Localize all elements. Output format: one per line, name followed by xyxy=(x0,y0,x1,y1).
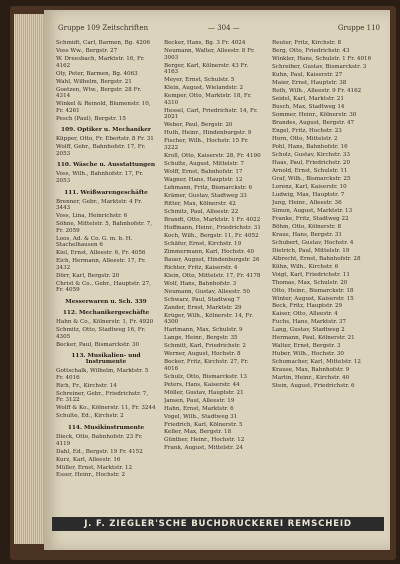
directory-entry: Möller, Gustav, Hauptstr. 21 xyxy=(164,389,244,396)
directory-entry: Voss, Wilh., Bahnhofstr. 17, Fr. 2053 xyxy=(56,171,144,185)
directory-entry: Schmidt, Carl, Barmen, Bg. 4206 xyxy=(56,40,151,46)
directory-entry: Küpper, Otto, Fr. Ebertstr. 8 Fr. 31 xyxy=(56,136,154,143)
directory-entry: Stein, August, Friedrichstr. 6 xyxy=(272,383,355,390)
directory-entry: Albrecht, Ernst, Bahnhofstr. 28 xyxy=(272,255,361,262)
directory-entry: Hahn, Ernst, Marktstr. 6 xyxy=(164,405,234,412)
directory-entry: Horn, Otto, Mittelstr. 2 xyxy=(272,135,338,142)
directory-entry: Werner, August, Hochstr. 8 xyxy=(164,351,241,358)
section-heading: Messerwaren u. Sch. 339 xyxy=(65,299,147,306)
column-3 xyxy=(272,40,380,510)
directory-entry: Brenner, Gebr., Marktstr. 4 Fr. 3443 xyxy=(56,198,143,212)
page-header xyxy=(58,24,380,36)
directory-entry: Busch, Max, Stadtweg 14 xyxy=(272,103,345,110)
directory-entry: Fischer, Wilh., Hochstr. 15 Fr. 3222 xyxy=(164,138,249,151)
directory-entry: Voss, Lina, Heinrichstr. 6 xyxy=(56,213,128,220)
directory-entry: Berger, Karl, Kölnerstr. 43 Fr. 4163 xyxy=(164,62,249,76)
header-left: Gruppe 109 Zeitschriften xyxy=(58,24,149,32)
column-2 xyxy=(164,40,264,510)
directory-entry: Friedrich, Karl, Kölnerstr. 5 xyxy=(164,421,243,428)
directory-entry: Zander, Ernst, Marktstr. 29 xyxy=(164,304,242,311)
directory-entry: Berg, Otto, Friedrichstr. 43 xyxy=(272,47,350,54)
directory-entry: Wolf, Hans, Bahnhofstr. 3 xyxy=(164,280,237,287)
directory-entry: Hermann, Paul, Kölnerstr. 21 xyxy=(272,335,355,342)
directory-entry: Frank, August, Mittelstr. 24 xyxy=(164,445,243,452)
directory-entry: Krämer, Gustav, Stadtweg 33 xyxy=(164,192,247,199)
section-heading: 114. Musikinstrumente xyxy=(67,424,145,431)
directory-entry: Roth, Wilh., Alleestr. 9 Fr. 4162 xyxy=(272,87,362,94)
directory-entry: Neumann, Gustav, Alleestr. 50 xyxy=(164,288,250,295)
directory-entry: Voss Ww., Bergstr. 27 xyxy=(56,47,118,54)
directory-entry: Schreiber, Gustav, Bismarckstr. 3 xyxy=(272,63,367,70)
directory-entry: Martin, Heinr., Kirchstr. 40 xyxy=(272,375,350,382)
directory-entry: Dörr, Karl, Bergstr. 20 xyxy=(56,272,120,279)
directory-entry: Voigt, Karl, Friedrichstr. 11 xyxy=(272,271,350,278)
directory-entry: Otto, Heinr., Bismarckstr. 18 xyxy=(272,287,354,294)
directory-entry: W. Dreesbach, Marktstr. 16, Fr. 4162 xyxy=(56,55,145,69)
directory-entry: Meyer, Ernst, Schulstr. 5 xyxy=(164,77,235,84)
directory-entry: Ludwig, Max, Hauptstr. 7 xyxy=(272,191,345,198)
directory-entry: Seidel, Karl, Marktstr. 21 xyxy=(272,95,344,102)
directory-entry: Dahl, Ed., Bergstr. 19 Fr. 4152 xyxy=(56,448,143,455)
directory-entry: Kühn, Wilh., Kirchstr. 6 xyxy=(272,263,339,270)
printer-imprint: J. F. ZIEGLER'SCHE BUCHDRUCKEREI REMSCHEID xyxy=(52,517,384,531)
directory-entry: Schäfer, Ernst, Kirchstr. 19 xyxy=(164,240,242,247)
header-right: Gruppe 110 xyxy=(337,24,380,32)
directory-entry: Becker, Hans, Bg. 3 Fr. 4024 xyxy=(164,40,246,46)
directory-entry: Vogel, Wilh., Stadtweg 31 xyxy=(164,413,238,420)
directory-entry: Schmitz, Otto, Stadtweg 16, Fr. 4305 xyxy=(56,327,146,340)
directory-entry: Hoffmann, Heinr., Friedrichstr. 31 xyxy=(164,224,261,231)
directory-entry: Peters, Hans, Kaiserstr. 44 xyxy=(164,381,240,388)
directory-entry: Krüger, Wilh., Kölnerstr. 14, Fr. 4300 xyxy=(164,312,254,326)
directory-entry: Maier, Ernst, Hauptstr. 38 xyxy=(272,79,347,86)
directory-entry: Söhne, Mittelstr. 5, Bahnhofstr. 7, Fr. 2059 xyxy=(56,221,152,234)
directory-entry: Oly, Peter, Barmen, Bg. 4063 xyxy=(56,70,138,77)
directory-entry: Walter, Ernst, Bergstr. 3 xyxy=(272,343,341,350)
directory-entry: Franke, Fritz, Stadtweg 22 xyxy=(272,215,349,222)
directory-entry: Kuhn, Paul, Kaiserstr. 27 xyxy=(272,71,343,78)
directory-entry: Esser, Heinr., Hochstr. 2 xyxy=(56,472,125,479)
directory-entry: Jung, Heinr., Alleestr. 36 xyxy=(272,199,342,206)
directory-entry: Engel, Fritz, Hochstr. 23 xyxy=(272,127,342,134)
directory-entry: Thomas, Max, Schulstr. 20 xyxy=(272,279,348,286)
directory-entry: Graf, Wilh., Bismarckstr. 25 xyxy=(272,175,351,182)
section-heading: 111. Weißwarengeschäfte xyxy=(64,189,148,196)
directory-entry: Wolff, Gebr., Bahnhofstr. 17, Fr. 2053 xyxy=(56,144,146,157)
directory-entry: Hahn & Co., Kölnerstr. 1, Fr. 4920 xyxy=(56,319,154,326)
directory-entry: Winkel & Reinold, Blumenstr. 10, Fr. 4261 xyxy=(56,101,151,114)
directory-entry: Winkler, Hans, Schulstr. 1 Fr. 4016 xyxy=(272,55,372,62)
directory-entry: Gottschalk, Wilhelm, Marktstr. 5 Fr. 4016 xyxy=(56,368,149,381)
directory-entry: Müller, Ernst, Marktstr. 12 xyxy=(56,464,133,471)
page-number: — 304 — xyxy=(208,24,240,32)
directory-entry: Weber, Paul, Bergstr. 20 xyxy=(164,122,233,129)
directory-entry: Dietrich, Paul, Mittelstr. 19 xyxy=(272,247,350,254)
directory-entry: Schwarz, Paul, Stadtweg 7 xyxy=(164,296,240,303)
directory-entry: Wahl, Wilhelm, Bergstr. 21 xyxy=(56,78,132,85)
directory-entry: Huber, Wilh., Hochstr. 30 xyxy=(272,351,344,358)
directory-entry: Reuter, Fritz, Kirchstr. 8 xyxy=(272,40,342,46)
directory-entry: Goetzen, Wtw., Bergstr. 28 Fr. 4314 xyxy=(56,86,142,100)
directory-entry: Beck, Fritz, Hauptstr. 29 xyxy=(272,303,343,310)
directory-entry: Bauer, August, Hindenburgstr. 26 xyxy=(164,256,260,263)
directory-entry: Wolff & Ko., Kölnerstr. 11, Fr. 3244 xyxy=(56,405,156,412)
directory-entry: Schmitt, Karl, Friedrichstr. 2 xyxy=(164,343,246,350)
directory-entry: Becker, Paul, Bismarckstr. 30 xyxy=(56,341,140,348)
directory-entry: Schubert, Gustav, Hochstr. 4 xyxy=(272,239,354,246)
section-heading: 112. Mechanikergeschäfte xyxy=(62,310,150,317)
directory-entry: Simon, August, Marktstr. 13 xyxy=(272,207,353,214)
directory-entry: Scholz, Gustav, Kirchstr. 33 xyxy=(272,151,351,158)
directory-entry: Ritter, Max, Kölnerstr. 42 xyxy=(164,200,236,207)
directory-entry: Schulte, Ed., Kirchstr. 2 xyxy=(56,413,124,420)
directory-entry: Kiel, Ernst, Alleestr. 6, Fr. 4056 xyxy=(56,250,146,257)
directory-entry: Schulte, August, Mittelstr. 7 xyxy=(164,160,244,167)
directory-entry: Arnold, Ernst, Schulstr. 11 xyxy=(272,167,348,174)
directory-entry: Neumann, Walter, Alleestr. 8 Fr. 3003 xyxy=(164,47,255,61)
directory-entry: Schumacher, Karl, Mittelstr. 12 xyxy=(272,359,361,366)
directory-entry: Eich, Hermann, Alleestr. 17, Fr. 3432 xyxy=(56,258,146,271)
directory-entry: Keller, Max, Bergstr. 18 xyxy=(164,429,232,436)
column-1 xyxy=(56,40,156,510)
directory-entry: Hartmann, Max, Schulstr. 9 xyxy=(164,327,243,334)
directory-entry: Lorenz, Karl, Kaiserstr. 10 xyxy=(272,183,347,190)
directory-entry: Kraus, Hans, Bergstr. 31 xyxy=(272,231,342,238)
directory-entry: Hessel, Carl, Friedrichstr. 14, Fr. 2021 xyxy=(164,107,258,121)
directory-entry: Lange, Heinr., Bergstr. 35 xyxy=(164,335,238,342)
directory-entry: Dieck, Otto, Bahnhofstr. 23 Fr. 4119 xyxy=(56,433,143,447)
directory-entry: Lang, Gustav, Stadtweg 2 xyxy=(272,327,345,334)
directory-entry: Kemper, Otto, Marktstr. 18, Fr. 4310 xyxy=(164,93,252,106)
directory-entry: Günther, Heinr., Hochstr. 12 xyxy=(164,437,245,444)
directory-entry: Böhm, Otto, Kölnerstr. 8 xyxy=(272,223,342,230)
section-heading: 110. Wäsche u. Ausstattungen xyxy=(56,162,156,169)
directory-entry: Brandes, August, Bergstr. 47 xyxy=(272,119,355,126)
directory-entry: Becker, Fritz, Kirchstr. 27, Fr. 4016 xyxy=(164,359,249,372)
directory-entry: Pohl, Hans, Bahnhofstr. 16 xyxy=(272,143,348,150)
directory-entry: Kaiser, Otto, Alleestr. 4 xyxy=(272,311,338,318)
directory-entry: Klein, Otto, Mittelstr. 17, Fr. 4178 xyxy=(164,272,261,279)
directory-entry: Rich, Fr., Kirchstr. 14 xyxy=(56,382,117,389)
directory-entry: Kroll, Otto, Kaiserstr. 28, Fr. 4190 xyxy=(164,152,261,159)
directory-entry: Krause, Max, Bahnhofstr. 9 xyxy=(272,367,350,374)
directory-entry: Huth, Heinr., Hindenburgstr. 9 xyxy=(164,130,252,137)
directory-entry: Haas, Paul, Friedrichstr. 20 xyxy=(272,159,351,166)
directory-entry: Kurz, Karl, Alleestr. 16 xyxy=(56,456,121,463)
directory-entry: Jansen, Paul, Alleestr. 19 xyxy=(164,397,235,404)
section-heading: 109. Optiker u. Mechaniker xyxy=(61,127,151,134)
directory-entry: Wolff, Ernst, Bahnhofstr. 17 xyxy=(164,168,243,175)
directory-entry: Richter, Fritz, Kaiserstr. 4 xyxy=(164,264,238,271)
directory-entry: Christ & Co., Gebr., Hauptstr. 27, Fr. 4059 xyxy=(56,280,151,294)
directory-page xyxy=(44,10,390,550)
directory-entry: Wagner, Hans, Hauptstr. 12 xyxy=(164,176,243,183)
directory-entry: Fuchs, Hans, Marktstr. 37 xyxy=(272,319,347,326)
directory-entry: Schreiner, Gebr., Friedrichstr. 7, Fr. 3122 xyxy=(56,390,149,404)
page-stack-edge xyxy=(14,14,44,544)
directory-entry: Brandt, Otto, Marktstr. 1 Fr. 4022 xyxy=(164,216,261,223)
directory-entry: Koch, Wilh., Bergstr. 11, Fr. 4052 xyxy=(164,232,259,239)
directory-entry: Schmitz, Paul, Alleestr. 22 xyxy=(164,208,239,215)
directory-entry: Pesch (Paul), Bergstr. 15 xyxy=(56,115,126,122)
directory-entry: Loos, Ad. & Co. G. m. b. H. Stachelhausen 6 xyxy=(56,235,133,249)
directory-entry: Klein, August, Wielandstr. 2 xyxy=(164,85,244,92)
directory-entry: Winter, August, Kaiserstr. 15 xyxy=(272,295,354,302)
directory-entry: Lehmann, Fritz, Bismarckstr. 6 xyxy=(164,184,253,191)
directory-entry: Sommer, Heinr., Kölnerstr. 30 xyxy=(272,111,357,118)
directory-entry: Schulz, Otto, Bismarckstr. 13 xyxy=(164,373,247,380)
section-heading: 113. Musikalien- und Instrumente xyxy=(71,353,141,366)
directory-entry: Zimmermann, Karl, Hochstr. 40 xyxy=(164,248,255,255)
